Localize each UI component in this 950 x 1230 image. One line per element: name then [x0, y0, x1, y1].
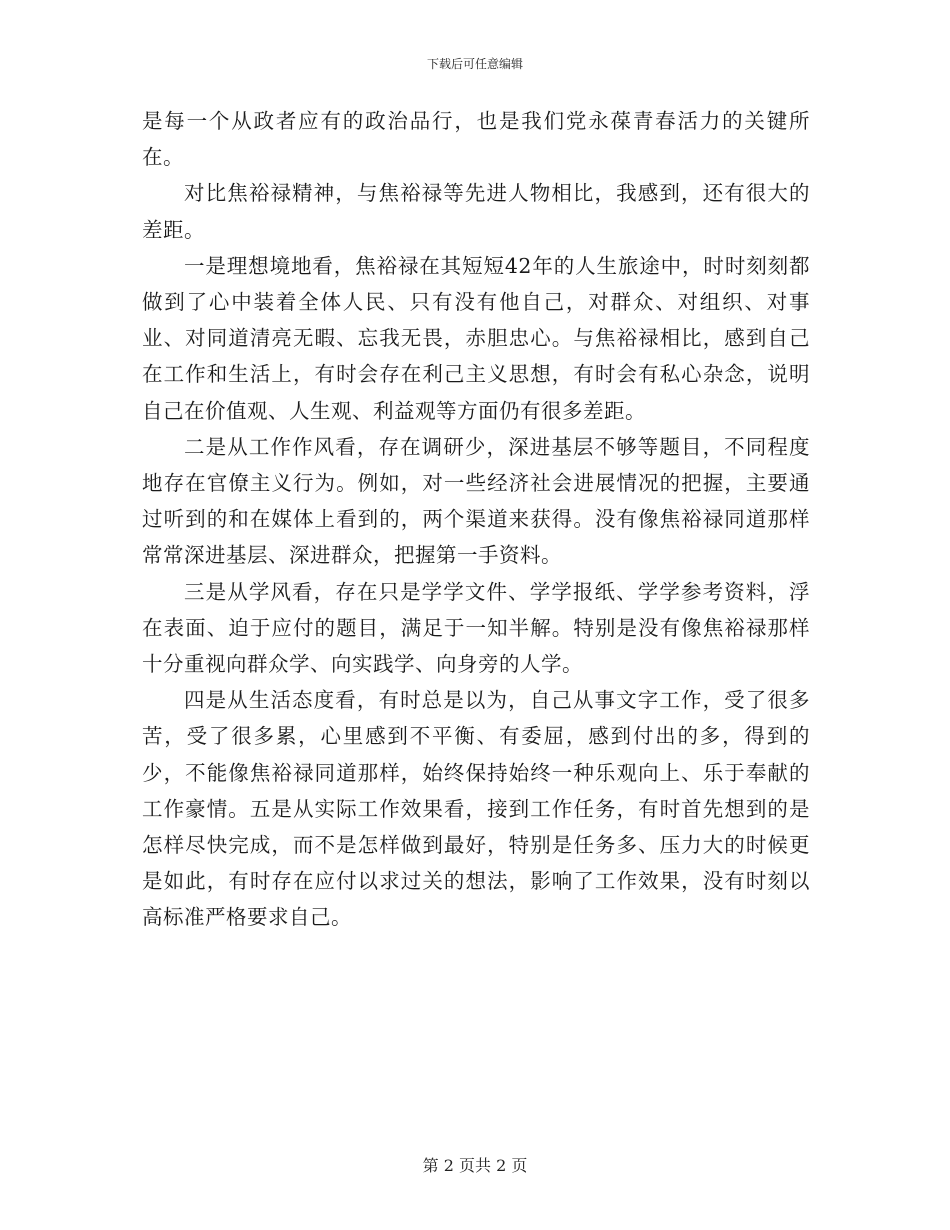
paragraph-life-attitude: 四是从生活态度看，有时总是以为，自己从事文字工作，受了很多苦，受了很多累，心里感到不平衡、有委屈，感到付出的多，得到的少，不能像焦裕禄同道那样，始终保持始终一种乐观向上、乐于奉献的工作豪情。五是从实际工作效果看，接到工作任务，有时首先想到的是怎样尽快完成，而不是怎样做到最好，特别是任务多、压力大的时候更是如此，有时存在应付以求过关的想法，影响了工作效果，没有时刻以高标准严格要求自己。: [142, 688, 810, 930]
paragraph-ideals: 一是理想境地看，焦裕禄在其短短42年的人生旅途中，时时刻刻都做到了心中装着全体人民、只有没有他自己，对群众、对组织、对事业、对同道清亮无暇、忘我无畏，赤胆忠心。与焦裕禄相比，感到自己在工作和生活上，有时会存在利己主义思想，有时会有私心杂念，说明自己在价值观、人生观、利益观等方面仍有很多差距。: [142, 253, 810, 423]
page-number: 第 2 页共 2 页: [422, 1156, 528, 1175]
paragraph-comparison: 对比焦裕禄精神，与焦裕禄等先进人物相比，我感到，还有很大的差距。: [142, 181, 810, 242]
document-body: [142, 103, 810, 936]
paragraph-study-style: 三是从学风看，存在只是学学文件、学学报纸、学学参考资料，浮在表面、迫于应付的题目，满足于一知半解。特别是没有像焦裕禄那样十分重视向群众学、向实践学、向身旁的人学。: [142, 579, 810, 677]
page-header-note: 下载后可任意编辑: [426, 57, 523, 71]
paragraph-continuation: 是每一个从政者应有的政治品行，也是我们党永葆青春活力的关键所在。: [142, 109, 810, 170]
paragraph-work-style: 二是从工作作风看，存在调研少，深进基层不够等题目，不同程度地存在官僚主义行为。例如，对一些经济社会进展情况的把握，主要通过听到的和在媒体上看到的，两个渠道来获得。没有像焦裕禄同道那样常常深进基层、深进群众，把握第一手资料。: [142, 434, 810, 568]
